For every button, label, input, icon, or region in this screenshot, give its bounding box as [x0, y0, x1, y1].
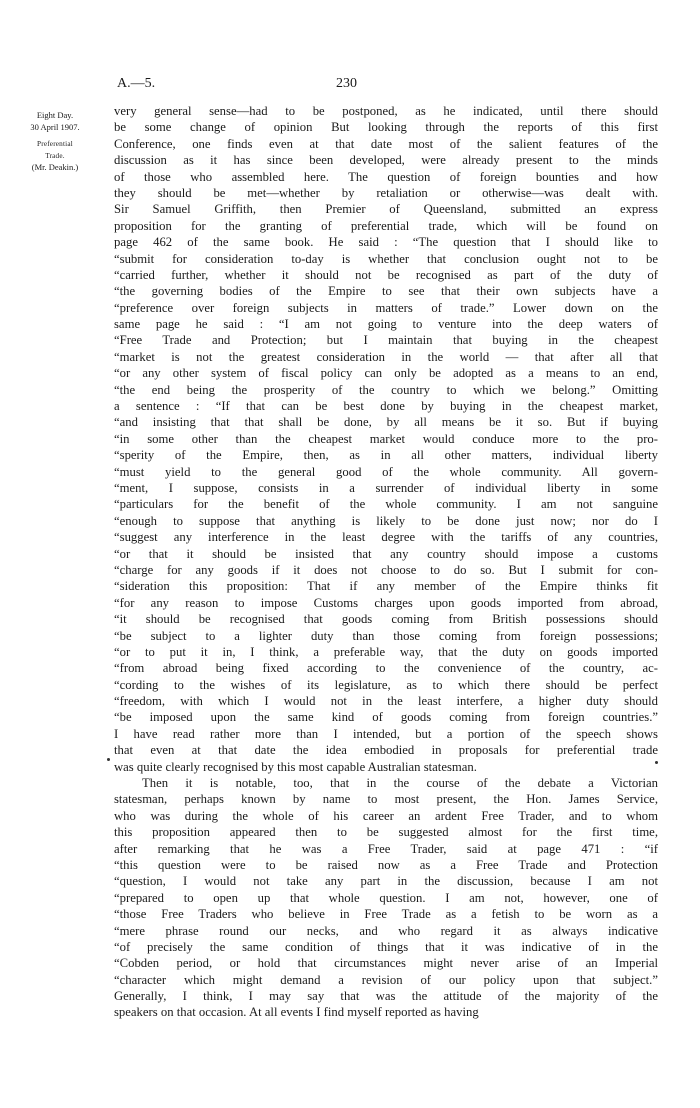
- paragraph1-line: Conference, one finds even at that date most of the salient features of the: [114, 136, 658, 151]
- paragraph1-line: that even at that date the idea embodied in proposals for preferential trade: [114, 743, 658, 758]
- paragraph1-line: “ment, I suppose, consists in a surrender of individual liberty in some: [114, 480, 658, 495]
- paragraph1-line: “for any reason to impose Customs charges upon goods imported from abroad,: [114, 595, 658, 610]
- paragraph1-line: “suggest any interference in the least degree with the tariffs of any countries,: [114, 530, 658, 545]
- paragraph1-line: “or that it should be insisted that any country should impose a customs: [114, 546, 658, 561]
- margin-mark: [107, 758, 110, 761]
- margin-day: Eight Day.: [36, 110, 74, 120]
- paragraph2-line: “Cobden period, or hold that circumstances might never arise of an Imperial: [114, 956, 658, 971]
- margin-date: 30 April 1907.: [30, 121, 80, 132]
- paragraph1-line: of those who assembled here. The question of foreign bounties and how: [114, 169, 658, 184]
- margin-note: [22, 110, 88, 174]
- paragraph1-line: “or to put it in, I think, a preferable way, that the duty on goods imported: [114, 644, 658, 659]
- section-reference: A.—5.: [117, 76, 156, 91]
- paragraph1-line: “preference over foreign subjects in matters of trade.” Lower down on the: [114, 300, 658, 315]
- paragraph2-line: “those Free Traders who believe in Free Trade as a fetish to be worn as a: [114, 907, 658, 922]
- paragraph1-line: “carried further, whether it should not be recognised as part of the duty of: [114, 267, 658, 282]
- paragraph1-line: “or any other system of fiscal policy can only be adopted as a means to an end,: [114, 366, 658, 381]
- paragraph1-line: “submit for consideration to-day is whether that conclusion ought not to be: [114, 251, 658, 266]
- paragraph2-line: “prepared to open up that whole question. I am not, however, one of: [114, 890, 658, 905]
- paragraph1-line: I have read rather more than I intended, but a portion of the speech shows: [114, 726, 658, 741]
- paragraph2-line: Generally, I think, I may say that was the attitude of the majority of the: [114, 989, 658, 1004]
- paragraph1-line: “and insisting that that shall be done, by all means be it so. But if buying: [114, 415, 658, 430]
- body-text: [114, 103, 658, 1021]
- paragraph2-line: speakers on that occasion. At all events I find myself reported as having: [114, 1005, 479, 1020]
- paragraph1-line: “sideration this proposition: That if any member of the Empire thinks fit: [114, 579, 658, 594]
- paragraph1-line: “it should be recognised that goods coming from British possessions should: [114, 612, 658, 627]
- paragraph2-line: this proposition appeared then to be suggested almost for the first time,: [114, 825, 658, 840]
- margin-mark: [655, 761, 658, 764]
- paragraph1-line: “must yield to the general good of the whole community. All govern-: [114, 464, 658, 479]
- paragraph1-line: very general sense—had to be postponed, as he indicated, until there should: [114, 104, 658, 118]
- paragraph1-line: “charge for any goods if it does not choose to do so. But I submit for con-: [114, 562, 658, 577]
- paragraph2-line: “mere phrase round our necks, and who regard it as always indicative: [114, 923, 658, 938]
- paragraph2-line: “question, I would not take any part in the discussion, because I am not: [114, 874, 658, 889]
- paragraph2-line: Then it is notable, too, that in the course of the debate a Victorian: [142, 776, 658, 791]
- paragraph1-line: “cording to the wishes of its legislature, as to which there should be perfect: [114, 677, 658, 692]
- page-number: 230: [336, 76, 357, 91]
- paragraph1-line: “the end being the prosperity of the country to which we belong.” Omitting: [114, 382, 658, 397]
- paragraph2-line: statesman, perhaps known by name to most present, the Hon. James Service,: [114, 792, 658, 807]
- margin-speaker: (Mr. Deakin.): [31, 162, 79, 173]
- paragraph1-line: “enough to suppose that anything is likely to be done just now; nor do I: [114, 513, 658, 528]
- paragraph1-line: be some change of opinion But looking through the reports of this first: [114, 120, 658, 135]
- paragraph1-line: “market is not the greatest consideration in the world — that after all that: [114, 349, 658, 364]
- paragraph1-line: page 462 of the same book. He said : “The question that I should like to: [114, 235, 658, 250]
- paragraph1-line: discussion as it has since been developed, were already present to the minds: [114, 153, 658, 168]
- paragraph1-line: proposition for the granting of preferential trade, which will be found on: [114, 218, 658, 233]
- margin-topic-line2: Trade.: [45, 151, 65, 160]
- paragraph1-line: “Free Trade and Protection; but I maintain that buying in the cheapest: [114, 333, 658, 348]
- paragraph1-line: “be subject to a lighter duty than those coming from foreign possessions;: [114, 628, 658, 643]
- paragraph1-line: “sperity of the Empire, then, as in all other matters, individual liberty: [114, 448, 658, 463]
- paragraph2-line: after remarking that he was a Free Trader, said at page 471 : “if: [114, 841, 658, 856]
- margin-topic-line1: Preferential: [37, 140, 73, 149]
- paragraph1-line: same page he said : “I am not going to venture into the deep waters of: [114, 317, 658, 332]
- paragraph1-line: they should be met—whether by retaliation or otherwise—was dealt with.: [114, 185, 658, 200]
- paragraph1-line: “from abroad being fixed according to the convenience of the country, ac-: [114, 661, 658, 676]
- paragraph2-line: “of precisely the same condition of things that it was indicative of in the: [114, 939, 658, 954]
- paragraph1-line: “in some other than the cheapest market would conduce more to the pro-: [114, 431, 658, 446]
- paragraph1-line: “be imposed upon the same kind of goods coming from foreign countries.”: [114, 710, 658, 725]
- paragraph1-line: “the governing bodies of the Empire to see that their own subjects have a: [114, 284, 658, 299]
- paragraph1-line: a sentence : “If that can be best done by buying in the cheapest market,: [114, 399, 658, 414]
- paragraph1-line: Sir Samuel Griffith, then Premier of Queensland, submitted an express: [114, 202, 658, 217]
- paragraph2-line: “this question were to be raised now as a Free Trade and Protection: [114, 857, 658, 872]
- paragraph2-line: who was during the whole of his career an ardent Free Trader, and to whom: [114, 808, 658, 823]
- paragraph1-line: “particulars for the benefit of the whole community. I am not sanguine: [114, 497, 658, 512]
- paragraph1-line: “freedom, with which I would not in the least interfere, a higher duty should: [114, 694, 658, 709]
- paragraph2-line: “character which might demand a revision of our policy upon that subject.”: [114, 972, 658, 987]
- paragraph1-line: was quite clearly recognised by this most capable Australian statesman.: [114, 759, 477, 774]
